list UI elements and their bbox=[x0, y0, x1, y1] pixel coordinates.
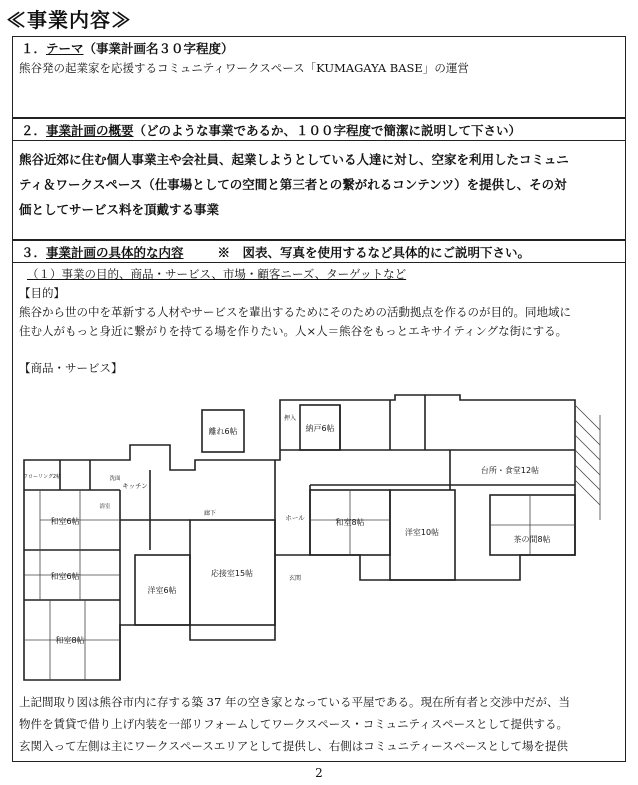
description-line: 物件を賃貸で借り上げ内装を一部リフォームしてワークスペース・コミュニティスペースとして提供する。 bbox=[19, 717, 569, 731]
room-label: 洗面 bbox=[109, 476, 121, 482]
room-label: ホール bbox=[285, 514, 305, 522]
section-heading-text: 事業計画の概要 bbox=[46, 123, 134, 138]
room-label: 玄関 bbox=[288, 575, 302, 582]
room-label: 和室6帖 bbox=[50, 572, 80, 581]
room-label: 台所・食堂12帖 bbox=[480, 466, 540, 475]
room-label: 和室6帖 bbox=[50, 517, 80, 526]
room-label: 和室8帖 bbox=[335, 518, 365, 527]
room-label: 押入 bbox=[283, 415, 297, 422]
room-label: 納戸6帖 bbox=[305, 424, 335, 433]
overview-line: 熊谷近郊に住む個人事業主や会社員、起業しようとしている人達に対し、空家を利用したコミュニ bbox=[19, 152, 569, 167]
room-label: 浴室 bbox=[99, 504, 111, 510]
room-label: 和室8帖 bbox=[55, 636, 85, 645]
section-overview-heading bbox=[13, 119, 625, 141]
section-overview bbox=[12, 118, 626, 240]
section-heading-note: ※ 図表、写真を使用するなど具体的にご説明下さい。 bbox=[217, 245, 531, 260]
purpose-line: 住む人がもっと身近に繋がりを持てる場を作りたい。人×人＝熊谷をもっとエキサイティングな街にする。 bbox=[19, 324, 568, 338]
overview-text bbox=[13, 141, 625, 228]
page-title: ≪事業内容≫ bbox=[6, 8, 132, 32]
room-label: 茶の間8帖 bbox=[513, 535, 551, 544]
section-theme bbox=[12, 36, 626, 118]
product-label: 【商品・サービス】 bbox=[19, 361, 123, 375]
floor-plan bbox=[10, 390, 622, 688]
overview-line: 価としてサービス料を頂戴する事業 bbox=[19, 202, 220, 217]
page-number: 2 bbox=[315, 766, 323, 780]
section-number: ２． bbox=[21, 123, 47, 138]
section-theme-heading bbox=[13, 37, 625, 58]
section-number: １． bbox=[21, 41, 47, 56]
section-heading-text: テーマ bbox=[46, 41, 84, 56]
room-label: 応接室15帖 bbox=[210, 569, 254, 578]
room-label: 廊下 bbox=[203, 510, 217, 517]
room-label: 離れ6帖 bbox=[208, 427, 238, 436]
purpose-label: 【目的】 bbox=[19, 286, 65, 300]
room-label: フローリング2帖 bbox=[22, 474, 62, 480]
description-line: 上記間取り図は熊谷市内に存する築 37 年の空き家となっている平屋である。現在所有者と交渉中だが、当 bbox=[19, 695, 570, 709]
purpose-line: 熊谷から世の中を革新する人材やサービスを輩出するためにそのための活動拠点を作るのが目的。同地域に bbox=[19, 305, 571, 319]
section-heading-text: 事業計画の具体的な内容 bbox=[46, 245, 184, 260]
section-heading-note: （どのような事業であるか、１００字程度で簡潔に説明して下さい） bbox=[133, 123, 522, 138]
description-line: 玄関入って左側は主にワークスペースエリアとして提供し、右側はコミュニティースペースとして場を提供 bbox=[19, 739, 569, 753]
overview-line: ティ＆ワークスペース（仕事場としての空間と第三者との繋がれるコンテンツ）を提供し、その対 bbox=[19, 177, 567, 192]
room-label: キッチン bbox=[122, 482, 148, 490]
section-details-heading bbox=[13, 241, 625, 263]
section-heading-note: （事業計画名３０字程度） bbox=[83, 41, 234, 56]
sub-heading: （１）事業の目的、商品・サービス、市場・顧客ニーズ、ターゲットなど bbox=[27, 267, 407, 281]
theme-text: 熊谷発の起業家を応援するコミュニティワークスペース「KUMAGAYA BASE」の運営 bbox=[19, 61, 469, 75]
plan-description bbox=[13, 690, 637, 758]
section-number: ３． bbox=[21, 245, 47, 260]
details-body bbox=[13, 263, 625, 379]
room-label: 洋室10帖 bbox=[404, 528, 440, 537]
room-label: 洋室6帖 bbox=[147, 586, 177, 595]
